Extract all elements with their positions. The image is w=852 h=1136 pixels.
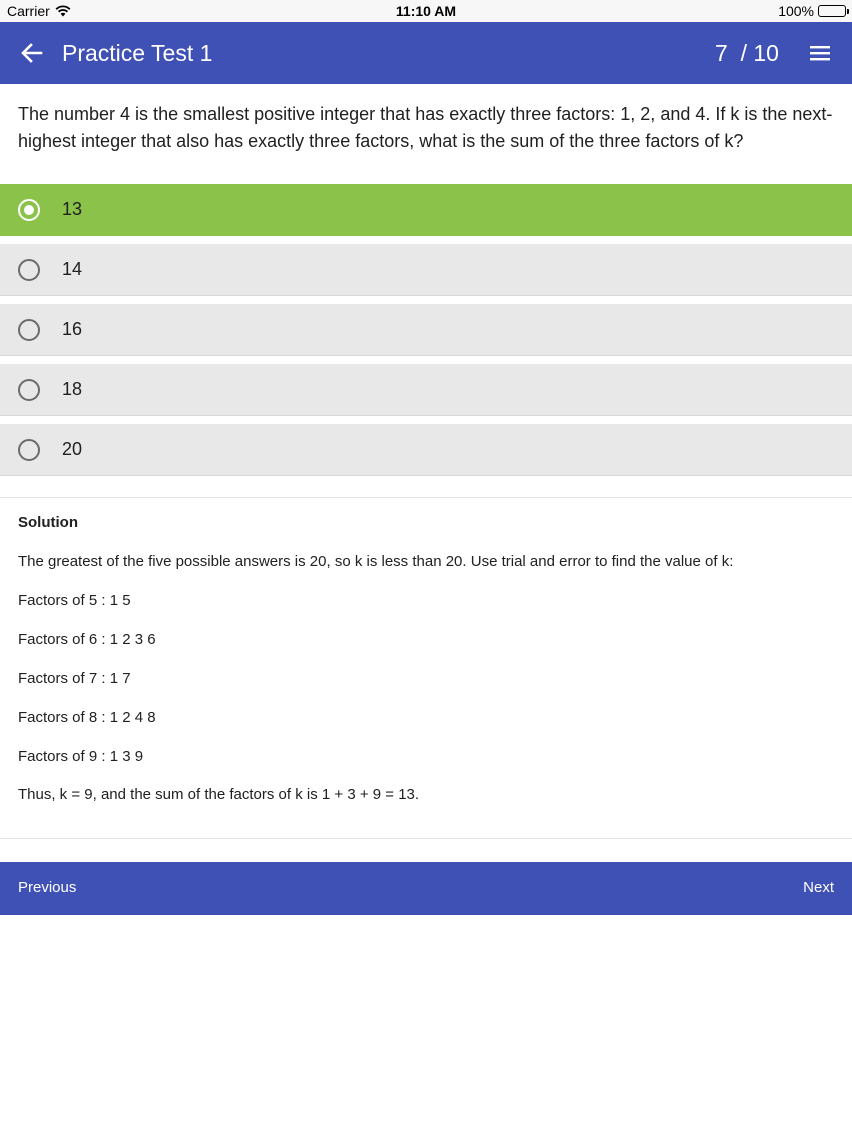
solution-line: Factors of 9 : 1 3 9 bbox=[18, 748, 144, 765]
status-right bbox=[778, 3, 846, 19]
arrow-left-icon[interactable] bbox=[18, 39, 46, 67]
radio-unchecked-icon[interactable] bbox=[18, 379, 40, 401]
solution-heading: Solution bbox=[18, 514, 78, 531]
radio-unchecked-icon[interactable] bbox=[18, 259, 40, 281]
answer-option-2[interactable] bbox=[0, 244, 852, 296]
answer-option-label: 16 bbox=[62, 319, 83, 339]
answer-option-label: 18 bbox=[62, 379, 83, 399]
divider bbox=[0, 497, 852, 498]
answer-option-4[interactable] bbox=[0, 364, 852, 416]
solution-line: Factors of 5 : 1 5 bbox=[18, 592, 131, 609]
solution-line: Factors of 8 : 1 2 4 8 bbox=[18, 709, 156, 726]
question-counter: 7 / 10 bbox=[715, 40, 779, 66]
answer-option-1[interactable] bbox=[0, 184, 852, 236]
status-bar bbox=[0, 0, 852, 22]
solution-line: Factors of 6 : 1 2 3 6 bbox=[18, 631, 156, 648]
status-time: 11:10 AM bbox=[395, 3, 457, 19]
battery-icon bbox=[818, 5, 846, 17]
battery-percent: 100% bbox=[778, 3, 814, 19]
answer-option-label: 14 bbox=[62, 259, 83, 279]
question-text: The number 4 is the smallest positive integer that has exactly three factors: 1, 2, and 4. If k is the next-highest integer that also has exactly three factors, what is the sum of the three factors of k? bbox=[18, 104, 833, 151]
solution-line: Factors of 7 : 1 7 bbox=[18, 670, 131, 687]
divider bbox=[0, 838, 852, 839]
previous-button[interactable]: Previous bbox=[18, 879, 77, 896]
answer-option-label: 20 bbox=[62, 439, 83, 459]
answer-option-3[interactable] bbox=[0, 304, 852, 356]
answer-option-label: 13 bbox=[62, 199, 83, 219]
radio-unchecked-icon[interactable] bbox=[18, 439, 40, 461]
solution-line: The greatest of the five possible answers is 20, so k is less than 20. Use trial and error to find the value of k: bbox=[18, 553, 734, 570]
answer-option-5[interactable] bbox=[0, 424, 852, 476]
carrier-label: Carrier bbox=[7, 3, 50, 19]
radio-checked-icon[interactable] bbox=[18, 199, 40, 221]
next-button[interactable]: Next bbox=[803, 879, 834, 896]
solution-line: Thus, k = 9, and the sum of the factors of k is 1 + 3 + 9 = 13. bbox=[18, 786, 420, 803]
page-title: Practice Test 1 bbox=[62, 40, 213, 66]
hamburger-menu-icon[interactable] bbox=[806, 39, 834, 67]
app-bar bbox=[0, 22, 852, 84]
bottom-nav-bar bbox=[0, 862, 852, 915]
radio-unchecked-icon[interactable] bbox=[18, 319, 40, 341]
